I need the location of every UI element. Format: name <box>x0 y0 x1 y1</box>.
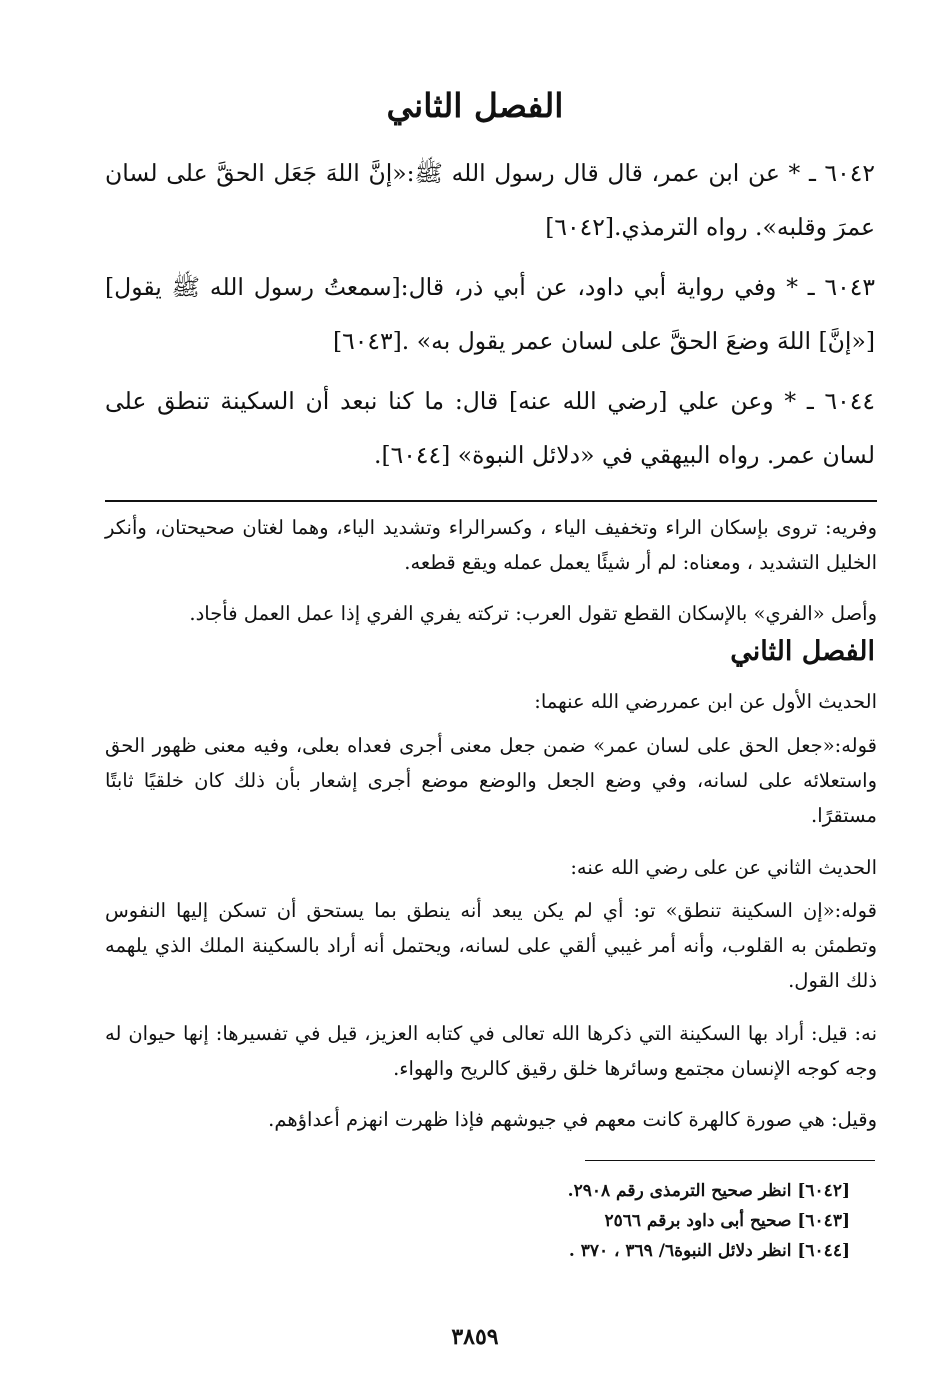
commentary-hadith1-body: قوله:«جعل الحق على لسان عمر» ضمن جعل معنى أجرى فعداه بعلى، وفيه معنى ظهور الحق واستعلائه على لسانه، وفي وضع الجعل والوضع موضع أجرى إشعار بأن ذلك كان خلقيًا ثابتًا مستقرًا. <box>105 734 877 827</box>
hadith-number: ٦٠٤٣ ـ <box>807 273 875 301</box>
hadith-number: ٦٠٤٤ ـ <box>806 387 875 415</box>
section-divider <box>105 500 877 502</box>
commentary-hadith2-heading: الحديث الثاني عن على رضي الله عنه: <box>570 856 877 879</box>
footnote-6042: [٦٠٤٢] انظر صحيح الترمذى رقم ٢٩٠٨. <box>567 1181 850 1201</box>
commentary-hadith1-heading: الحديث الأول عن ابن عمررضي الله عنهما: <box>534 690 877 713</box>
commentary-qil-note: وقيل: هي صورة كالهرة كانت معهم في جيوشهم فإذا ظهرت انهزم أعداؤهم. <box>268 1108 877 1131</box>
hadith-text: * وفي رواية أبي داود، عن أبي ذر، قال:[سمعتُ رسول الله ﷺ يقول][«إنَّ] اللهَ وضعَ الحقَّ على لسان عمر يقول به» .[٦٠٤٣] <box>105 273 875 355</box>
commentary-hadith2-body: قوله:«إن السكينة تنطق» تو: أي لم يكن يبعد أنه ينطق بما يستحق أن تسكن إليها النفوس وتطمئن به القلوب، وأنه أمر غيبي ألقي على لسانه، ويحتمل أنه أراد بالسكينة الملك الذي يلهمه ذلك القول. <box>105 899 877 992</box>
footnote-6044: [٦٠٤٤] انظر دلائل النبوة٦/ ٣٦٩ ، ٣٧٠ . <box>568 1241 850 1261</box>
commentary-origin-note: وأصل «الفري» بالإسكان القطع تقول العرب: تركته يفري الفري إذا عمل العمل فأجاد. <box>189 602 877 625</box>
commentary-language-note: وفريه: تروى بإسكان الراء وتخفيف الياء ، وكسرالراء وتشديد الياء، وهما لغتان صحيحتان، وأنكر الخليل التشديد ، ومعناه: لم أر شيئًا يعمل عمله ويقع قطعه. <box>105 516 877 574</box>
footnote-6043: [٦٠٤٣] صحيح أبى داود برقم ٢٥٦٦ <box>604 1211 850 1231</box>
hadith-6044 <box>105 374 875 482</box>
page-number: ٣٨٥٩ <box>451 1324 499 1350</box>
hadith-text: * وعن علي [رضي الله عنه] قال: ما كنا نبعد أن السكينة تنطق على لسان عمر. رواه البيهقي في «دلائل النبوة» [٦٠٤٤]. <box>105 387 875 469</box>
page-title: الفصل الثاني <box>386 86 564 125</box>
commentary-section-title: الفصل الثاني <box>730 636 875 667</box>
footnotes <box>350 1176 850 1266</box>
hadith-text: * عن ابن عمر، قال قال رسول الله ﷺ:«إنَّ اللهَ جَعَل الحقَّ على لسان عمرَ وقلبه». رواه الترمذي.[٦٠٤٢] <box>105 159 875 241</box>
commentary-nh-note: نه: قيل: أراد بها السكينة التي ذكرها الله تعالى في كتابه العزيز، قيل في تفسيرها: إنها حيوان له وجه كوجه الإنسان مجتمع وسائرها خلق رقيق كالريح والهواء. <box>105 1022 877 1080</box>
hadith-6042 <box>105 146 875 254</box>
hadith-6043 <box>105 260 875 368</box>
footnote-divider <box>585 1160 875 1161</box>
hadith-number: ٦٠٤٢ ـ <box>808 159 875 187</box>
